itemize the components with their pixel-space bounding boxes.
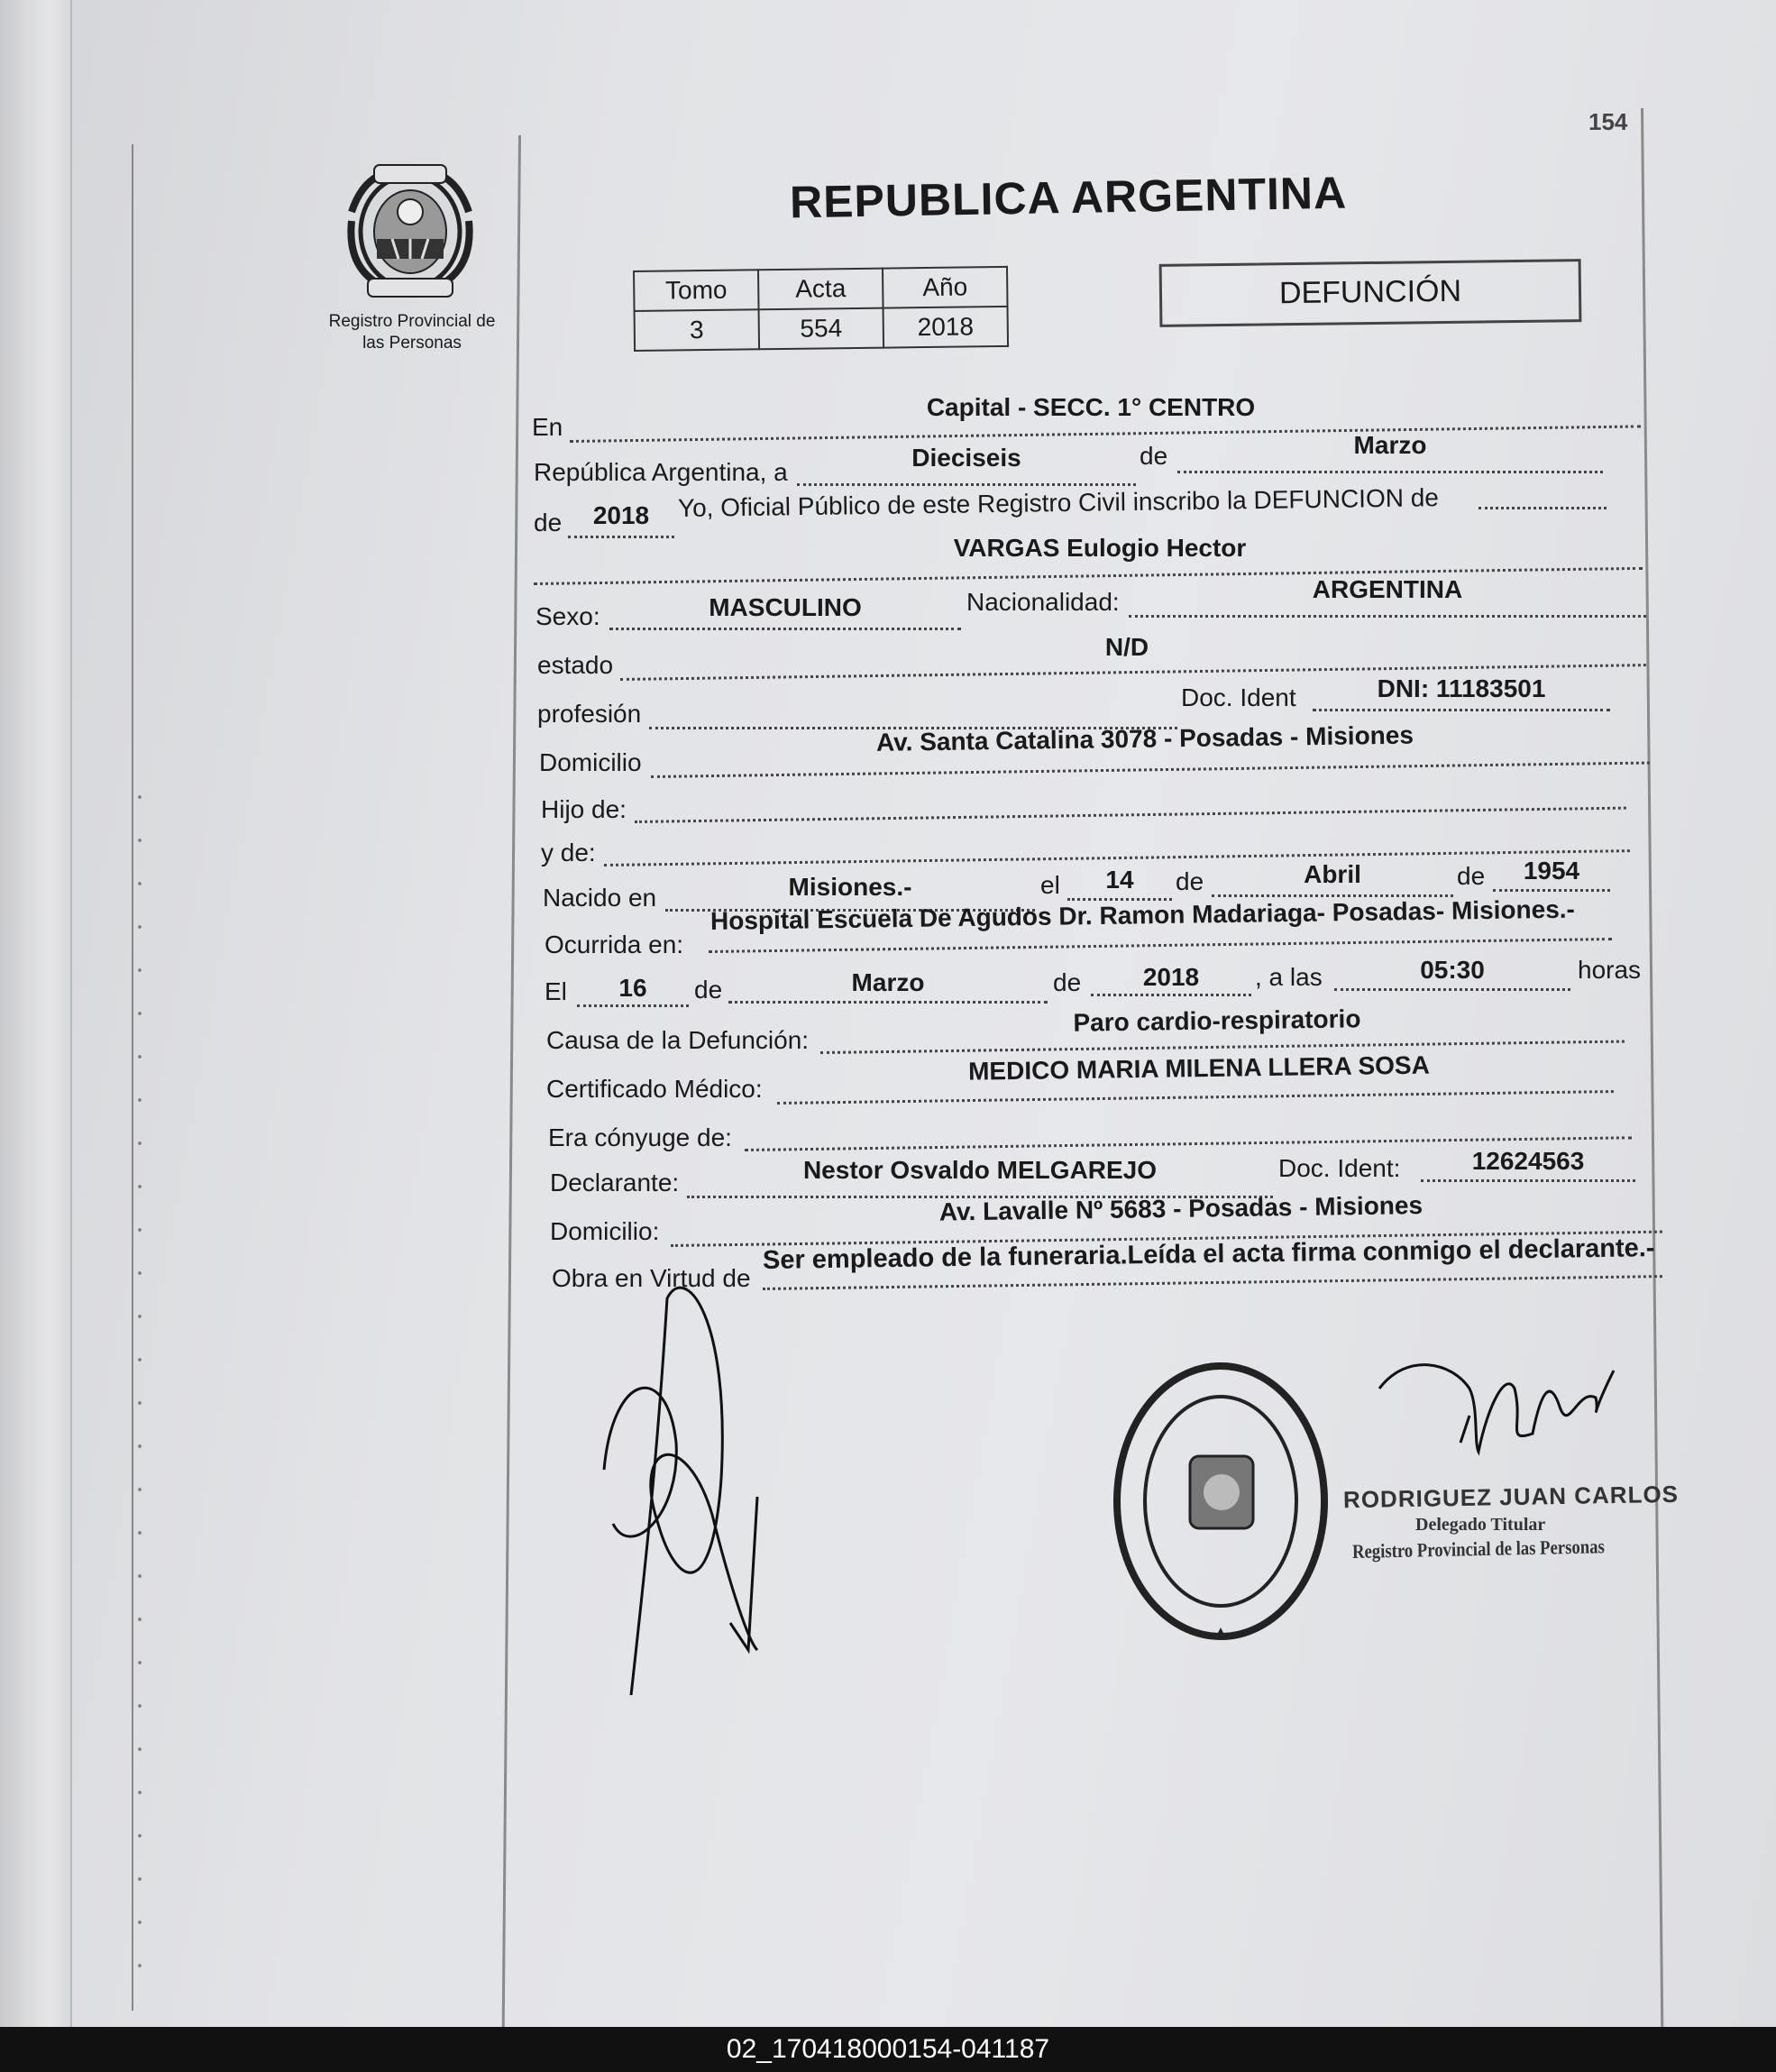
nacionalidad-line [1129,615,1646,618]
sexo-label: Sexo: [536,602,600,630]
certificado-label: Certificado Médico: [546,1075,763,1103]
hijo-line [635,807,1626,823]
el2-label: El [545,977,567,1005]
nacionalidad-label: Nacionalidad: [966,588,1120,616]
birth-day: 14 [1105,866,1134,894]
declarante-label: Declarante: [550,1169,680,1196]
binding-edge [0,0,72,2027]
anio-header: Año [883,267,1008,308]
official-role: Delegado Titular [1415,1515,1546,1535]
nacionalidad-value: ARGENTINA [1312,575,1463,603]
obra-value: Ser empleado de la funeraria.Leída el acta firma conmigo el declarante.- [762,1233,1655,1275]
death-year-line [1091,994,1251,996]
yde-label: y de: [541,839,596,866]
month-line [1177,471,1603,473]
file-id: 02_170418000154-041187 [726,2034,1050,2064]
ocurrida-line [709,938,1612,953]
certificado-line [777,1090,1614,1105]
registry-stamp-icon [1103,1357,1338,1646]
provincial-seal-icon [343,158,478,302]
acta-value: 554 [759,308,884,350]
birth-year-line [1493,889,1610,892]
nacido-label: Nacido en [543,884,657,912]
inscribe-line [1478,507,1607,509]
estado-label: estado [537,651,614,679]
doc-line [1313,709,1610,711]
seal-caption: Registro Provincial de las Personas [328,312,496,353]
death-year: 2018 [1142,963,1200,991]
profesion-label: profesión [537,700,642,728]
death-month: Marzo [851,968,925,996]
estado-value: N/D [1104,633,1149,661]
en-value: Capital - SECC. 1° CENTRO [926,393,1256,421]
sexo-line [609,628,961,630]
domicilio2-value: Av. Lavalle Nº 5683 - Posadas - Misiones [938,1191,1424,1226]
footer-bar [0,2027,1776,2072]
de4-label: de [1457,862,1486,890]
act-type-box: DEFUNCIÓN [1159,259,1582,327]
de2-label: de [534,509,563,536]
horas-label: horas [1578,956,1642,984]
certificado-value: MEDICO MARIA MILENA LLERA SOSA [967,1050,1431,1086]
inscribe-text: Yo, Oficial Público de este Registro Civil inscribo la DEFUNCION de [677,483,1440,522]
death-day-line [577,1004,689,1007]
doc2-value: 12624563 [1471,1147,1585,1175]
year-line [568,536,674,538]
month-value: Marzo [1353,431,1427,459]
obra-label: Obra en Virtud de [552,1264,751,1292]
causa-value: Paro cardio-respiratorio [1073,1004,1361,1037]
el-label: el [1040,871,1060,899]
causa-label: Causa de la Defunción: [546,1026,810,1054]
tomo-header: Tomo [634,270,759,311]
official-name: RODRIGUEZ JUAN CARLOS [1342,1480,1680,1514]
domicilio-label: Domicilio [539,748,642,776]
de1-label: de [1140,442,1168,470]
official-signature-icon [1370,1352,1623,1470]
doc2-label: Doc. Ident: [1278,1154,1401,1182]
declarante-value: Nestor Osvaldo MELGAREJO [802,1156,1158,1184]
death-time: 05:30 [1420,956,1485,984]
de3-label: de [1176,867,1204,895]
anio-value: 2018 [883,307,1009,348]
year-value: 2018 [592,501,650,529]
de6-label: de [1053,968,1082,996]
tomo-value: 3 [635,309,760,351]
obra-line [763,1275,1662,1290]
deceased-name: VARGAS Eulogio Hector [953,534,1247,562]
ocurrida-label: Ocurrida en: [545,931,684,958]
de5-label: de [694,976,723,1004]
doc-label: Doc. Ident [1181,683,1296,711]
sexo-value: MASCULINO [709,593,862,621]
conyuge-label: Era cónyuge de: [548,1123,732,1151]
birth-month: Abril [1304,860,1361,888]
doc2-line [1421,1179,1635,1182]
domicilio2-label: Domicilio: [550,1217,660,1245]
page-number: 154 [1588,108,1628,135]
hijo-label: Hijo de: [541,795,627,823]
margin-rule-left [132,144,133,2011]
birth-year: 1954 [1523,857,1580,885]
domicilio-value: Av. Santa Catalina 3078 - Posadas - Misiones [875,720,1414,756]
margin-rule-center [502,135,521,2027]
alas-label: , a las [1255,963,1323,991]
ocurrida-value: Hospital Escuela De Agudos Dr. Ramon Madariaga- Posadas- Misiones.- [709,894,1576,935]
registry-table [633,266,1009,352]
death-month-line [728,1001,1048,1004]
death-time-line [1334,988,1570,991]
republica-label: República Argentina, a [534,458,788,486]
day-value: Dieciseis [911,444,1021,472]
binding-holes [126,775,153,2002]
en-label: En [532,413,563,441]
declarant-signature-icon [595,1262,793,1713]
margin-rule-right [1641,108,1663,2027]
acta-header: Acta [758,269,883,310]
nacido-value: Misiones.- [788,873,912,901]
day-line [797,483,1136,486]
death-day: 16 [618,974,647,1002]
document-title: REPUBLICA ARGENTINA [789,167,1348,228]
doc-value: DNI: 11183501 [1377,674,1546,702]
domicilio-line [651,762,1650,778]
official-org: Registro Provincial de las Personas [1351,1535,1605,1563]
